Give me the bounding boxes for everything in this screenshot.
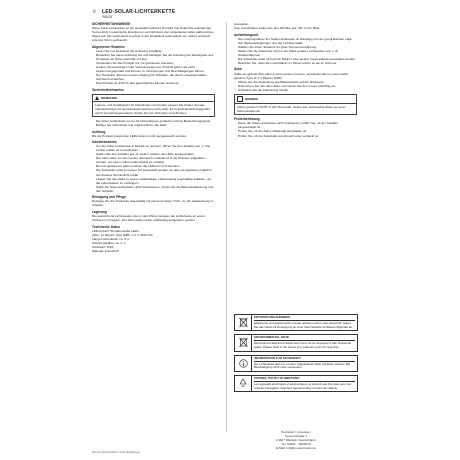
step-item: · Schließen Sie die Abdeckung wieder. xyxy=(234,88,357,92)
address-line: E-Mail: info@mustermann.de xyxy=(275,446,317,450)
continued-text: Zum Ausschalten stellen Sie den Schalter auf „Off“ in der Mitte. xyxy=(234,26,321,31)
section-heading: Lagerung xyxy=(92,209,108,214)
manufacturer-address xyxy=(234,430,358,450)
article-number: 98628 xyxy=(102,15,112,19)
list-item: · Stellen Sie die Solarzelle nicht in der Nähe anderer Lichtquellen auf, z. B. Straßenlaternen. xyxy=(234,49,357,57)
box-text: Electrical and Electronic Equipment must not be disposed of with household waste. Please hand in the device at a collection point for recycling. xyxy=(254,341,352,349)
right-column xyxy=(234,22,357,312)
section-heading: Achtung xyxy=(92,129,106,134)
akku-text: Sollte ein gebrauchter Akku ersetzt werden müssen, verwenden Sie nur einen Akku gleichen Typs (1,2 V Mignon NiMh). xyxy=(234,71,349,80)
spec-line: LED-Anzahl: 50 warmweiße LEDs xyxy=(92,228,139,233)
section-heading: Fehlerbehebung xyxy=(234,117,260,122)
box-text: Elektrische und elektronische Geräte gehören nicht in den Hausmüll. Geben Sie das Gerät zur Entsorgung an einer Sammelstelle für Elektro-Altgeräte ab. xyxy=(254,321,353,329)
list-item: · Andere Verwendungen oder Veränderungen am Produkt gelten als nicht bestimmungsgemäß und können zu Verletzungen und Beschädigungen führen. xyxy=(92,65,215,73)
hint-label: HINWEIS xyxy=(245,96,259,101)
left-column xyxy=(92,22,215,450)
warning-triangle-icon xyxy=(95,96,99,100)
warning-text: Lebens- und Unfallgefahr für Kleinkinder und Kinder! Lassen Sie Kinder niemals unbeaufsichtigt mit Verpackungsmaterial und Produkt. Es besteht Erstickungsgefahr durch Verpackungsmaterial. Kinder können Kleinteile verschlucken. xyxy=(95,102,211,115)
list-item: · Bewahren Sie diese Anleitung auf und händigen Sie die Anleitung bei Weitergabe des Produktes an Dritte ebenfalls mit aus. xyxy=(92,53,215,61)
address-line: 24647 Wasbek, Deutschland xyxy=(276,438,316,442)
caution-text: Bis die Produkt integrierten LEDs können nicht ausgetauscht werden. xyxy=(92,133,188,138)
step-item: · Entnehmen Sie den alten Akku und setzen Sie den neuen polrichtig ein. xyxy=(234,84,357,88)
list-item: · Verwenden Sie das Produkt nur zur gebotenen Zwecken. xyxy=(92,61,215,65)
box-text: Die Lichterkette darf nur mit dem mitgelieferten Akku betrieben werden. Bei Beschädigung nicht mehr verwenden. xyxy=(254,361,351,370)
spec-line: Schutzart: IP44 xyxy=(92,244,114,249)
step-item: · Öffnen Sie die Abdeckung des Batteriefachs auf der Rückseite. xyxy=(234,80,357,84)
list-item: · Die Leistungsdauer der Solar-Lichterkette ist abhängig von der geografischen Lage, den Wetterbedingungen und der Lichtintensität. xyxy=(234,37,357,45)
list-item: · Die Solarzelle sollte an einem Ort aufgestellt werden, an dem sie tagsüber möglichst viel direktes Sonnenlicht erhält. xyxy=(92,168,215,176)
list-item: · Die Solar-Lichterkette ist nur für Dekorationen gedacht und kein Beleuchtungsgerät. xyxy=(92,119,215,123)
section-heading: Reinigung und Pflege xyxy=(92,195,126,200)
crossed-bin-icon xyxy=(235,315,252,330)
spec-line: Akku: 1x Mignon (AA) NiMh, 1,2 V, 600 mAh xyxy=(92,232,153,237)
disposal-boxes xyxy=(234,314,358,395)
document-title: LED-SOLAR-LICHTERKETTE xyxy=(102,9,176,15)
disposal-box xyxy=(234,375,358,392)
list-item: · Stellen Sie den Schalter auf „0“ stellen, bleiben die LEDs ausgeschaltet. xyxy=(92,152,215,156)
list-item: · Prüfen Sie, ob der Akku vollständig aufgeladen ist. xyxy=(234,129,357,133)
disposal-box xyxy=(234,314,358,331)
info-icon xyxy=(235,356,252,371)
hint-text: Akkus gehören NICHT in den Hausmüll. Geben Sie verbrauchte Akkus an einer Sammelstelle ab. xyxy=(237,104,346,113)
list-item: · Prüfen Sie, ob die Solarzelle verschmutzt oder verdeckt ist. xyxy=(234,134,357,138)
section-heading: Technische Daten xyxy=(92,224,120,229)
list-item: · Wählen Sie einen Standort mit guter Sonneneinstrahlung. xyxy=(234,45,357,49)
section-heading: Inbetriebnahme xyxy=(92,140,117,145)
column-divider xyxy=(226,22,227,432)
box-heading: ENVIRONMENTAL NOTE xyxy=(254,336,355,341)
list-item: · Lassen Sie den Akku zu einem vollständigen Ladevorgang regelmäßig aufladen, um die Lebensdauer zu verlängern. xyxy=(92,177,215,185)
hand-icon xyxy=(237,96,243,102)
section-heading: Allgemeine Hinweise xyxy=(92,44,125,49)
section-heading: Akku xyxy=(234,67,243,72)
disposal-box xyxy=(234,355,358,372)
hint-box xyxy=(234,94,357,115)
box-heading: CONSEIL POUR L'ÉLIMINATION xyxy=(254,377,355,382)
box-heading: INFORMATION ZUR SICHERHEIT xyxy=(254,357,355,362)
section-heading: Aufstellungsort xyxy=(234,32,259,37)
brand-logo: ♢ xyxy=(92,9,97,15)
list-item: · Lesen Sie vor Gebrauch die Anleitung sorgfältig. xyxy=(92,49,215,53)
address-line: Tel. 04321 - 9624970 xyxy=(281,442,311,446)
list-item: · Das Produkt ist nicht für den gewerblichen Einsatz bestimmt. xyxy=(92,81,215,85)
spec-line: Länge Lichterkette: ca. 8 m xyxy=(92,236,130,241)
warning-box xyxy=(92,94,215,117)
list-item: · Wenn die Solar-Lichterkette nicht funktioniert, prüfen Sie, ob der Schalter eingeschaltet ist. xyxy=(234,121,357,129)
recycle-icon xyxy=(235,376,252,391)
address-line: Sonnenstraße 1 xyxy=(284,434,307,438)
list-item: · Der Akku sollte vor dem ersten Gebrauch mindestens 8–10 Stunden aufgeladen werden, um einen vollen Ladezustand zu erhalten. xyxy=(92,156,215,164)
disposal-box xyxy=(234,334,358,351)
box-heading: ENTSORGUNGSHINWEIS xyxy=(254,316,355,321)
warning-label: WARNUNG xyxy=(101,95,118,100)
hint-header xyxy=(235,95,356,104)
list-item: · Bei voll geladenem Akku leuchten die LEDs bis zu 8 Stunden. xyxy=(92,164,215,168)
warning-header xyxy=(93,95,214,102)
list-item: · Der Hersteller übernimmt keine Haftung für Schäden, die durch unsachgemäßen Gebrauch entstehen. xyxy=(92,73,215,81)
section-heading: Sicherheitshinweise xyxy=(92,87,124,92)
list-item: · Beachten Sie, dass die Leuchtdauer im Winter kürzer ist als im Sommer. xyxy=(234,61,357,65)
intro-paragraph: Diese Solar-Lichterkette ist ein umweltfreundliches Produkt. Die Solarzelle wandelt das Sonnenlicht in elektrische Energie um und lädt dann den eingebauten Akku während des Tages auf. Die Lichterkette leuchtet in der Dunkelheit automatisch ein. Daher wird kein externer Strom gebraucht. xyxy=(92,26,214,43)
list-item: · Um die Solar-Lichterkette in Betrieb zu nehmen, öffnen Sie den Schalter auf „I“. Die Lichter sollten sich einschalten. xyxy=(92,144,215,152)
list-item: · Sollte die Solar-Lichterkette nicht funktionieren, prüfen Sie die Batterieabdeckung und den Schalter. xyxy=(92,185,215,193)
list-item: · Die Solarzelle sollte nicht durch Bäume oder andere Gegenstände beschattet werden. xyxy=(234,57,357,61)
spec-line: Material: Kunststoff xyxy=(92,248,119,253)
spec-line: Zuleitungskabel: ca. 2 m xyxy=(92,240,126,245)
section-heading: SICHERHEITSHINWEISE xyxy=(92,22,131,26)
footer-note: Nur zur Information. Kein Spielzeug. xyxy=(92,450,141,454)
box-text: Les appareils électriques et électroniques ne doivent pas être jetés avec les ordures ménagères. Déposez l'appareil dans un point de collecte. xyxy=(254,381,351,390)
storage-text: Bei ausreichend Lichtmangel oder in den Wintermonaten die Lichterkette an einem trockenen Ort lagern. Der Akku sollte vorher vollständig aufgeladen werden. xyxy=(92,213,206,222)
care-text: Reinigen Sie die Solarzelle regelmäßig mit einem feuchten Tuch, um die Ladeleistung zu erhalten. xyxy=(92,199,214,208)
crossed-bin-icon xyxy=(235,335,252,350)
continued-text: Ausstellen. xyxy=(234,22,250,26)
list-item: · Blicken Sie nicht direkt und ungeschützt in die LED! xyxy=(92,123,215,127)
address-line: Hersteller / Importeur: xyxy=(281,430,311,434)
